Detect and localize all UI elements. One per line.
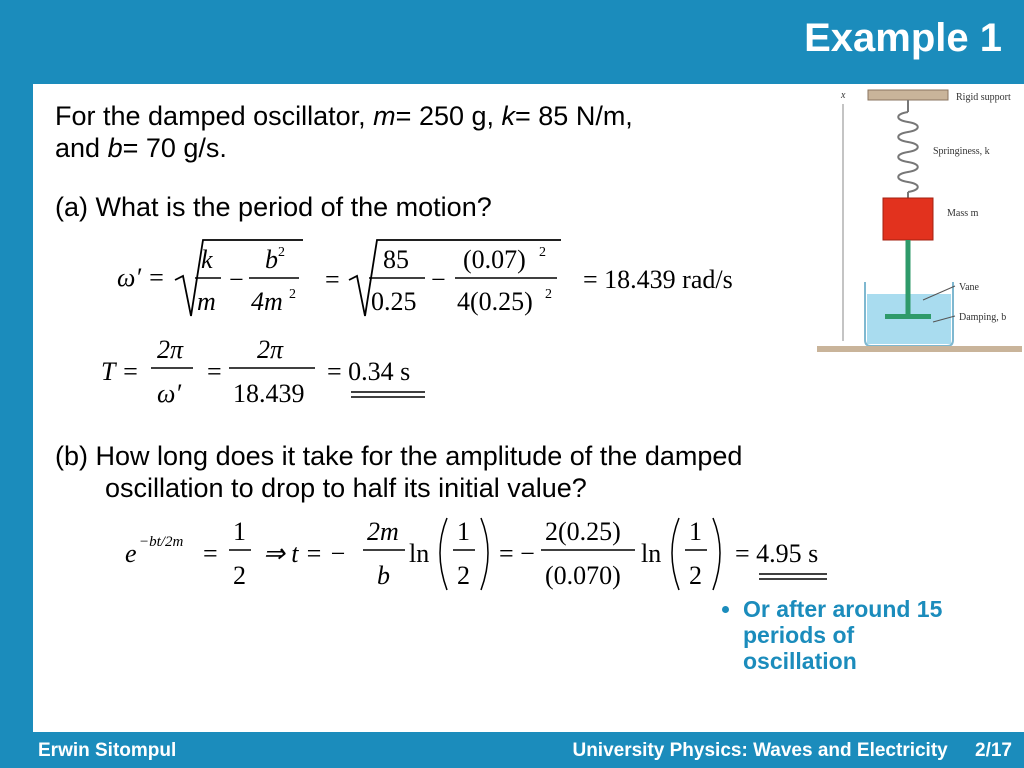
figure-floor [817, 346, 1022, 352]
period-2pi-2: 2π [257, 335, 284, 364]
footer-author: Erwin Sitompul [38, 740, 177, 761]
rigid-support-label: Rigid support [956, 92, 1011, 103]
time-equation [33, 512, 853, 596]
rigid-support [868, 90, 948, 100]
omega-b: b [265, 245, 278, 274]
time-exponent: −bt/2m [139, 534, 184, 550]
question-b [55, 440, 955, 504]
footer-right [572, 740, 1012, 762]
time-num: 2(0.25) [545, 517, 621, 546]
period-omega: ω′ [157, 379, 182, 408]
omega-equation [33, 234, 793, 326]
damping-symbol: b [107, 133, 123, 163]
omega-b-sup: 2 [278, 245, 285, 260]
question-b-line-1: (b) How long does it take for the amplitude of the damped [55, 441, 743, 471]
damped-oscillator-figure [813, 86, 1024, 356]
spring-symbol: k [501, 101, 516, 131]
vane-label: Vane [959, 282, 979, 293]
time-b: b [377, 561, 390, 590]
omega-equals-2: = [325, 265, 340, 294]
spring-value: = 85 N/m, [515, 101, 633, 131]
time-two-2: 2 [457, 561, 470, 590]
intro-text: For the damped oscillator, [55, 101, 374, 131]
problem-statement [55, 100, 815, 164]
content-panel [33, 84, 1024, 732]
time-implies: ⇒ t = − [263, 539, 347, 568]
time-two-1: 2 [233, 561, 246, 590]
mass-symbol: m [373, 101, 396, 131]
omega-b-num: (0.07) [463, 245, 526, 274]
omega-minus-1: − [229, 265, 244, 294]
vane-plate [885, 314, 931, 319]
time-one-2: 1 [457, 517, 470, 546]
time-e: e [125, 539, 137, 568]
omega-lhs: ω′ = [117, 263, 166, 292]
omega-minus-2: − [431, 265, 446, 294]
time-result: = 4.95 s [735, 539, 819, 568]
time-2m: 2m [367, 517, 399, 546]
time-two-3: 2 [689, 561, 702, 590]
time-equals-2: = − [499, 539, 535, 568]
omega-m: m [197, 287, 216, 316]
omega-result: = 18.439 rad/s [583, 265, 733, 294]
side-note [723, 596, 963, 674]
period-equals: = [207, 357, 222, 386]
period-2pi: 2π [157, 335, 184, 364]
omega-4m-sup: 2 [289, 287, 296, 302]
period-result: = 0.34 s [327, 357, 411, 386]
footer-page-number: 2/17 [975, 740, 1012, 761]
paren-left-1 [440, 518, 447, 590]
omega-4m: 4m [251, 287, 283, 316]
question-b-line-2: oscillation to drop to half its initial value? [105, 473, 587, 503]
side-note-bullet: • Or after around 15 periods of oscillation [743, 596, 963, 674]
paren-right-1 [481, 518, 488, 590]
omega-k: k [201, 245, 213, 274]
omega-025: 0.25 [371, 287, 417, 316]
period-equation [33, 334, 533, 414]
time-one-1: 1 [233, 517, 246, 546]
mass-label: Mass m [947, 208, 979, 219]
mass-block [883, 198, 933, 240]
paren-right-2 [713, 518, 720, 590]
footer-course: University Physics: Waves and Electricity [572, 740, 948, 761]
time-den: (0.070) [545, 561, 621, 590]
time-equals-1: = [203, 539, 218, 568]
question-a: (a) What is the period of the motion? [55, 192, 492, 222]
omega-b-den-sup: 2 [545, 287, 552, 302]
slide-title: Example 1 [804, 16, 1002, 60]
figure-x-label: x [841, 90, 846, 101]
and-text: and [55, 133, 108, 163]
springiness-label: Springiness, k [933, 146, 990, 157]
period-den: 18.439 [233, 379, 305, 408]
omega-b-den: 4(0.25) [457, 287, 533, 316]
omega-85: 85 [383, 245, 409, 274]
time-ln-2: ln [641, 539, 662, 568]
damping-label: Damping, b [959, 312, 1007, 323]
mass-value: = 250 g, [395, 101, 502, 131]
time-ln-1: ln [409, 539, 430, 568]
damping-value: = 70 g/s. [122, 133, 227, 163]
spring-coil [898, 112, 918, 192]
period-lhs: T = [101, 357, 140, 386]
paren-left-2 [672, 518, 679, 590]
omega-b-num-sup: 2 [539, 245, 546, 260]
time-one-3: 1 [689, 517, 702, 546]
